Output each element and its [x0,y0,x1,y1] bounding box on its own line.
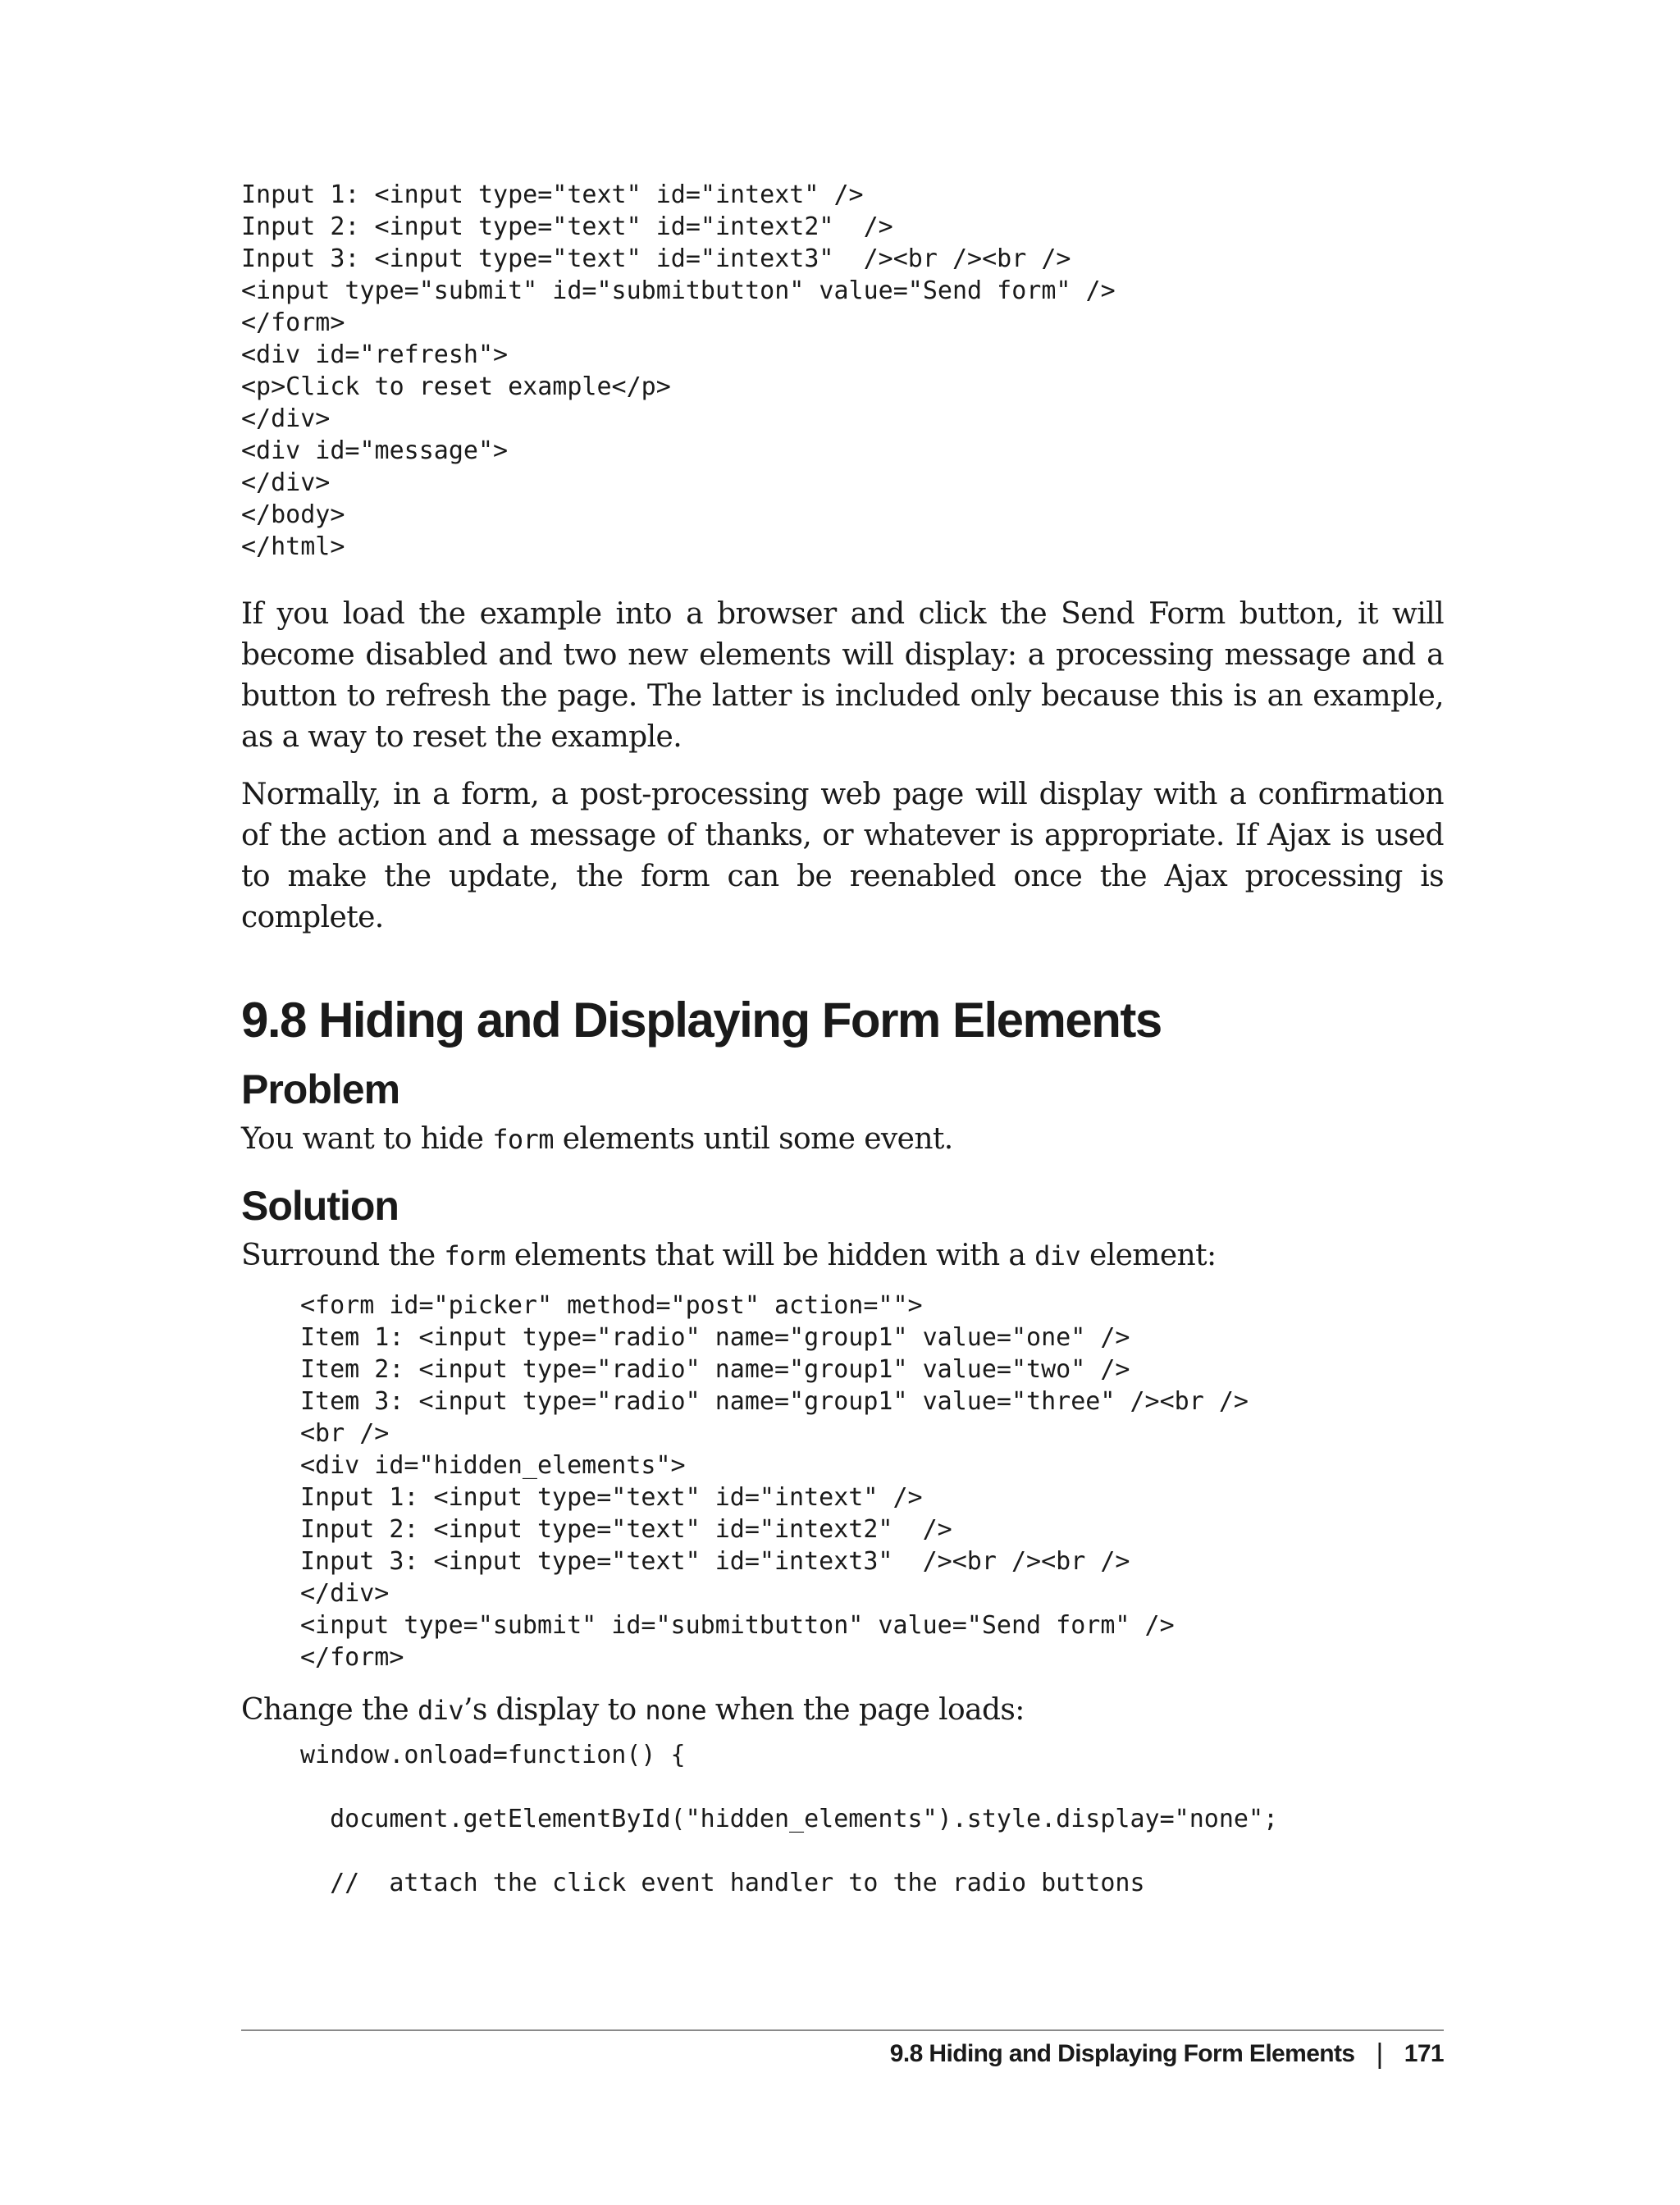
footer-separator: | [1376,2038,1383,2070]
code-block-onload [300,1739,1444,1899]
inline-code-form: form [444,1240,506,1271]
code-lines-normal: <form id="picker" method="post" action=""> Item 1: <input type="radio" name="group1" value="one" /> Item 2: <input type="radio" name="group1" value="two" /> Item 3: <input type="radio" name="group1" value="three" /><br /> <br /> [300,1291,1249,1448]
paragraph-send-form: If you load the example into a browser and click the Send Form button, it will become disabled and two new elements will display: a processing message and a button to refresh the page. The latter is included only because this is an example, as a way to reset the example. [241,597,1444,754]
solution-text: Surround the form elements that will be hidden with a div element: [241,1239,1217,1272]
code-block-html-end: Input 1: <input type="text" id="intext" /> Input 2: <input type="text" id="intext2" /> Input 3: <input type="text" id="intext3" /><br /><br /> <input type="submit" id="submitbutton" value="Send form" /> </form> <div id="refresh"> <p>Click to reset example</p> </div> <div id="message"> </div> </body> </html> [241,180,1116,561]
section-title: 9.8 Hiding and Displaying Form Elements [241,993,1162,1048]
inline-code-div: div [417,1695,463,1726]
problem-text: You want to hide form elements until some event. [241,1122,953,1156]
footer-section-title: 9.8 Hiding and Displaying Form Elements [889,2040,1355,2067]
paragraph-post-processing: Normally, in a form, a post-processing web page will display with a confirmation of the action and a message of thanks, or whatever is appropriate. If Ajax is used to make the update, the form can be reenabled once the Ajax processing is complete. [241,778,1444,934]
page-footer [890,2038,1444,2070]
code-lines-js: window.onload=function() { document.getElementById("hidden_elements").style.display="none"; // attach the click event handler to the radio buttons [300,1741,1279,1897]
footer-divider [241,2029,1444,2031]
inline-code-div: div [1034,1240,1081,1271]
code-block-form-picker [300,1290,1444,1673]
page-number: 171 [1404,2040,1444,2067]
code-lines-highlighted: <div id="hidden_elements"> Input 1: <input type="text" id="intext" /> Input 2: <input type="text" id="intext2" /> Input 3: <input type="text" id="intext3" /><br /><br /> </div> [300,1451,1130,1608]
inline-code-form: form [492,1124,554,1155]
problem-heading: Problem [241,1066,400,1112]
solution-heading: Solution [241,1183,399,1229]
inline-code-none: none [645,1695,707,1726]
page-content [241,179,1444,1899]
code-lines-normal-end: <input type="submit" id="submitbutton" value="Send form" /> </form> [300,1611,1175,1672]
change-display-text: Change the div’s display to none when the page loads: [241,1693,1025,1727]
